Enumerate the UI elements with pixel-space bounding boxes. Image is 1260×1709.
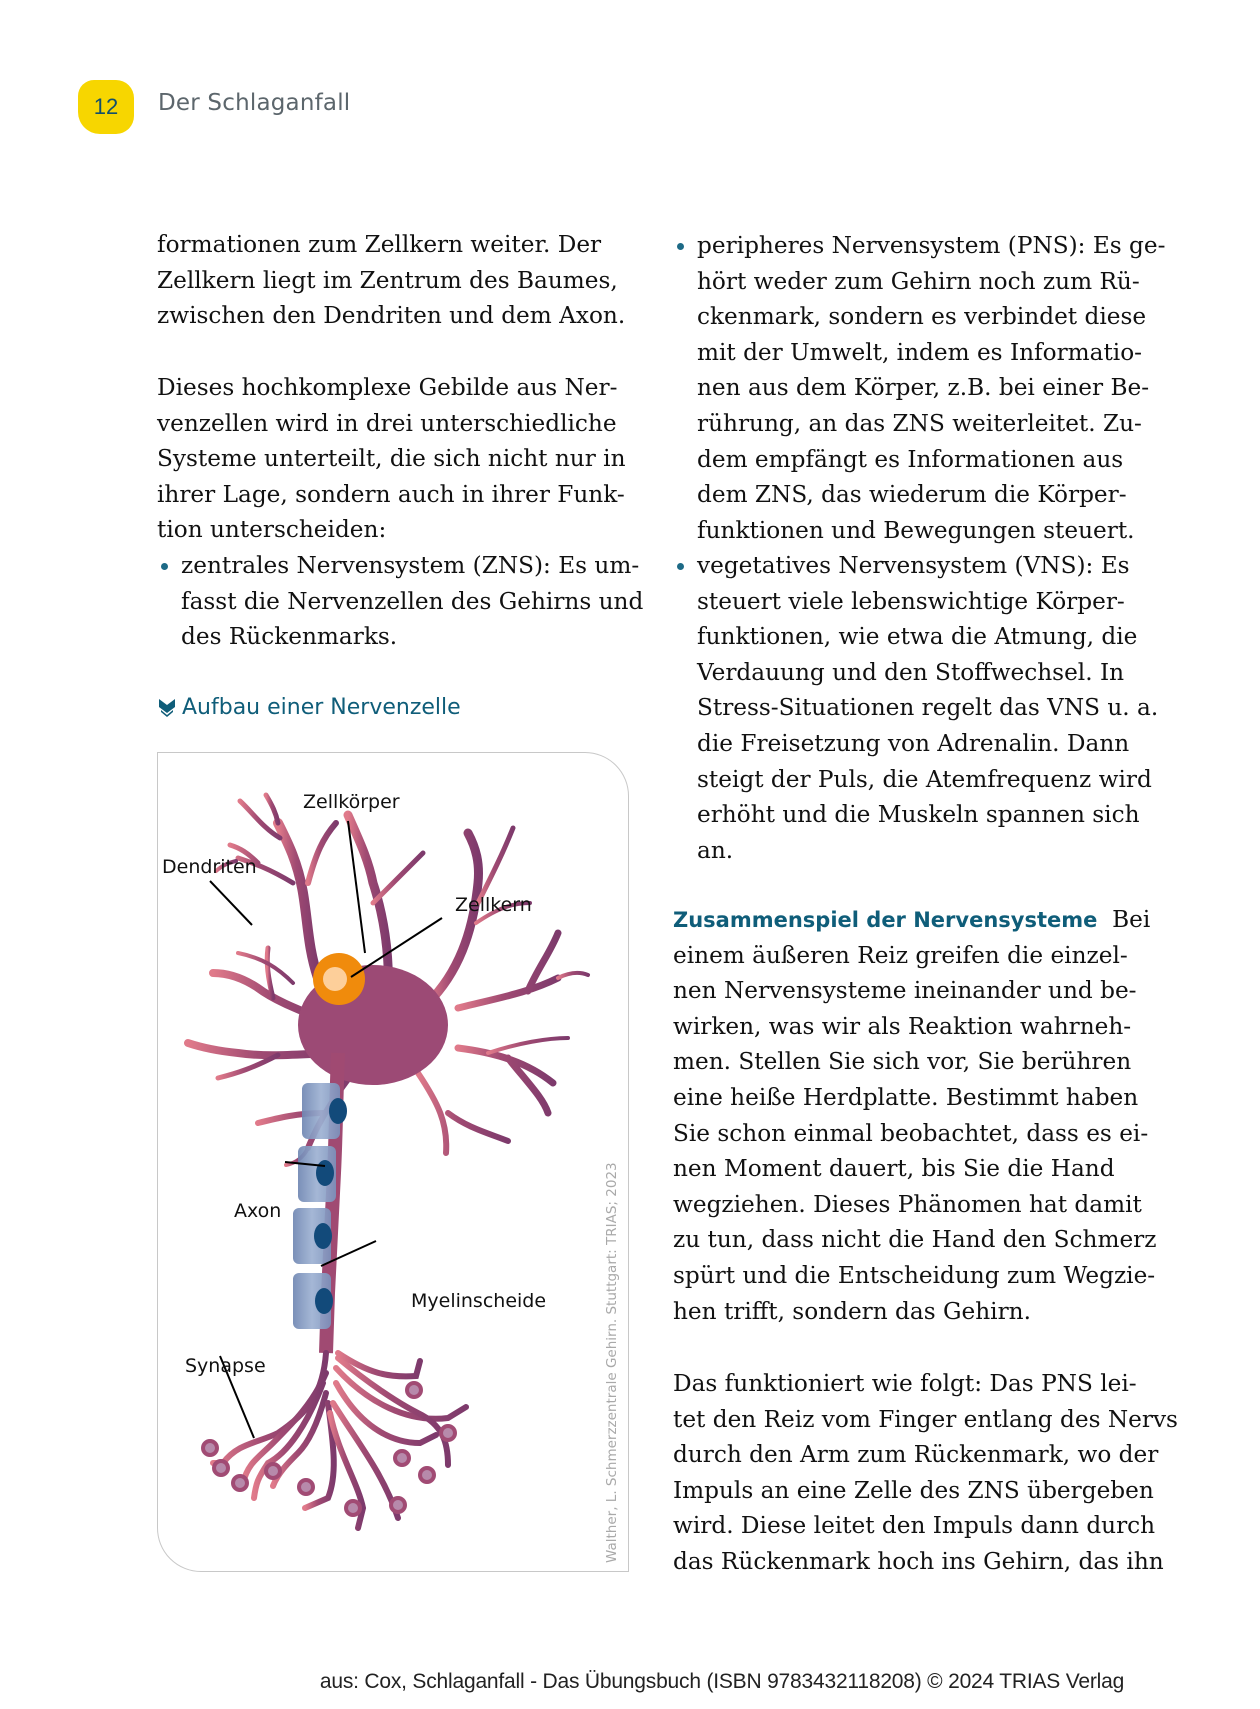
text-line: Dieses hochkomplexe Gebilde aus Ner-	[157, 374, 618, 401]
text-line: wirken, was wir als Reaktion wahrneh-	[673, 1012, 1132, 1040]
label-axon: Axon	[234, 1200, 282, 1222]
text-line: nen Moment dauert, bis Sie die Hand	[673, 1155, 1115, 1183]
label-synapse: Synapse	[185, 1355, 266, 1377]
running-title: Der Schlaganfall	[158, 90, 351, 116]
text-line: die Freisetzung von Adrenalin. Dann	[697, 730, 1130, 757]
text-line: steigt der Puls, die Atemfrequenz wird	[697, 765, 1152, 793]
text-line: vegetatives Nervensystem (VNS): Es	[697, 552, 1130, 579]
text-line: ckenmark, sondern es verbindet diese	[697, 303, 1147, 331]
axon-terminals	[213, 1353, 466, 1528]
source-line: aus: Cox, Schlaganfall - Das Übungsbuch (ISBN 9783432118208) © 2024 TRIAS Verlag	[319, 1670, 1125, 1693]
text-line: dem empfängt es Informationen aus	[697, 445, 1124, 473]
text-line: an.	[697, 836, 734, 864]
text-line: funktionen und Bewegungen steuert.	[697, 516, 1135, 544]
text-line: des Rückenmarks.	[181, 623, 398, 651]
text-line: hört weder zum Gehirn noch zum Rü-	[697, 267, 1140, 295]
bullet-dot	[161, 563, 168, 570]
figure-caption-text: Aufbau einer Nervenzelle	[182, 695, 461, 720]
text-line: zu tun, dass nicht die Hand den Schmerz	[673, 1226, 1157, 1254]
text-line: Zellkern liegt im Zentrum des Baumes,	[157, 266, 618, 294]
text-line: wird. Diese leitet den Impuls dann durch	[673, 1512, 1156, 1540]
text-line: fasst die Nervenzellen des Gehirns und	[181, 587, 644, 615]
text-line: Verdauung und den Stoffwechsel. In	[697, 658, 1125, 686]
text-line: eine heiße Herdplatte. Bestimmt haben	[673, 1084, 1139, 1111]
text-line: wegziehen. Dieses Phänomen hat damit	[673, 1190, 1142, 1218]
page-number: 12	[93, 94, 119, 119]
text-line: dem ZNS, das wiederum die Körper-	[697, 481, 1127, 509]
section-first-word: Bei	[1112, 906, 1151, 933]
text-line: zentrales Nervensystem (ZNS): Es um-	[181, 552, 640, 579]
text-line: das Rückenmark hoch ins Gehirn, das ihn	[673, 1548, 1164, 1575]
text-line: funktionen, wie etwa die Atmung, die	[697, 623, 1138, 651]
text-line: durch den Arm zum Rückenmark, wo der	[673, 1441, 1159, 1469]
text-line: Das funktioniert wie folgt: Das PNS lei-	[673, 1370, 1137, 1397]
label-myelinscheide: Myelinscheide	[411, 1290, 547, 1312]
label-zellkern: Zellkern	[455, 894, 532, 916]
text-line: venzellen wird in drei unterschiedliche	[157, 409, 617, 437]
text-line: tet den Reiz vom Finger entlang des Nervs	[673, 1405, 1178, 1433]
text-line: hen trifft, sondern das Gehirn.	[673, 1297, 1031, 1325]
neuron-diagram	[158, 753, 628, 1571]
page-number-badge	[78, 80, 134, 134]
bullet-dot	[677, 563, 684, 570]
text-line: mit der Umwelt, indem es Informatio-	[697, 338, 1143, 366]
text-line: Impuls an eine Zelle des ZNS übergeben	[673, 1476, 1154, 1504]
label-zellkoerper: Zellkörper	[303, 791, 400, 813]
section-heading: Zusammenspiel der Nervensysteme	[673, 908, 1098, 932]
source-footer	[0, 1670, 1260, 1694]
text-line: tion unterscheiden:	[157, 516, 387, 544]
text-line: nen Nervensysteme ineinander und be-	[673, 977, 1137, 1005]
neuron-figure	[157, 752, 629, 1572]
text-line: Systeme unterteilt, die sich nicht nur in	[157, 445, 626, 473]
text-line: Stress-Situationen regelt das VNS u. a.	[697, 694, 1159, 722]
image-credit: Walther, L. Schmerzzentrale Gehirn. Stuttgart: TRIAS; 2023	[604, 1162, 620, 1563]
label-dendriten: Dendriten	[162, 856, 257, 878]
text-line: formationen zum Zellkern weiter. Der	[157, 231, 602, 258]
text-line: spürt und die Entscheidung zum Wegzie-	[673, 1262, 1156, 1289]
bullet-dot	[677, 243, 684, 250]
section-heading-line	[673, 906, 1150, 934]
figure-caption	[158, 695, 461, 720]
text-line: zwischen den Dendriten und dem Axon.	[157, 302, 626, 330]
text-line: men. Stellen Sie sich vor, Sie berühren	[673, 1048, 1132, 1076]
text-line: ihrer Lage, sondern auch in ihrer Funk-	[157, 480, 625, 508]
text-line: erhöht und die Muskeln spannen sich	[697, 801, 1140, 829]
text-line: steuert viele lebenswichtige Körper-	[697, 587, 1125, 615]
text-line: rührung, an das ZNS weiterleitet. Zu-	[697, 410, 1142, 437]
text-line: nen aus dem Körper, z.B. bei einer Be-	[697, 374, 1150, 402]
chevron-down-shield-icon	[158, 698, 176, 718]
nucleolus	[323, 967, 347, 991]
text-line: Sie schon einmal beobachtet, dass es ei-	[673, 1119, 1149, 1147]
text-line: peripheres Nervensystem (PNS): Es ge-	[697, 232, 1166, 259]
text-line: einem äußeren Reiz greifen die einzel-	[673, 941, 1128, 969]
